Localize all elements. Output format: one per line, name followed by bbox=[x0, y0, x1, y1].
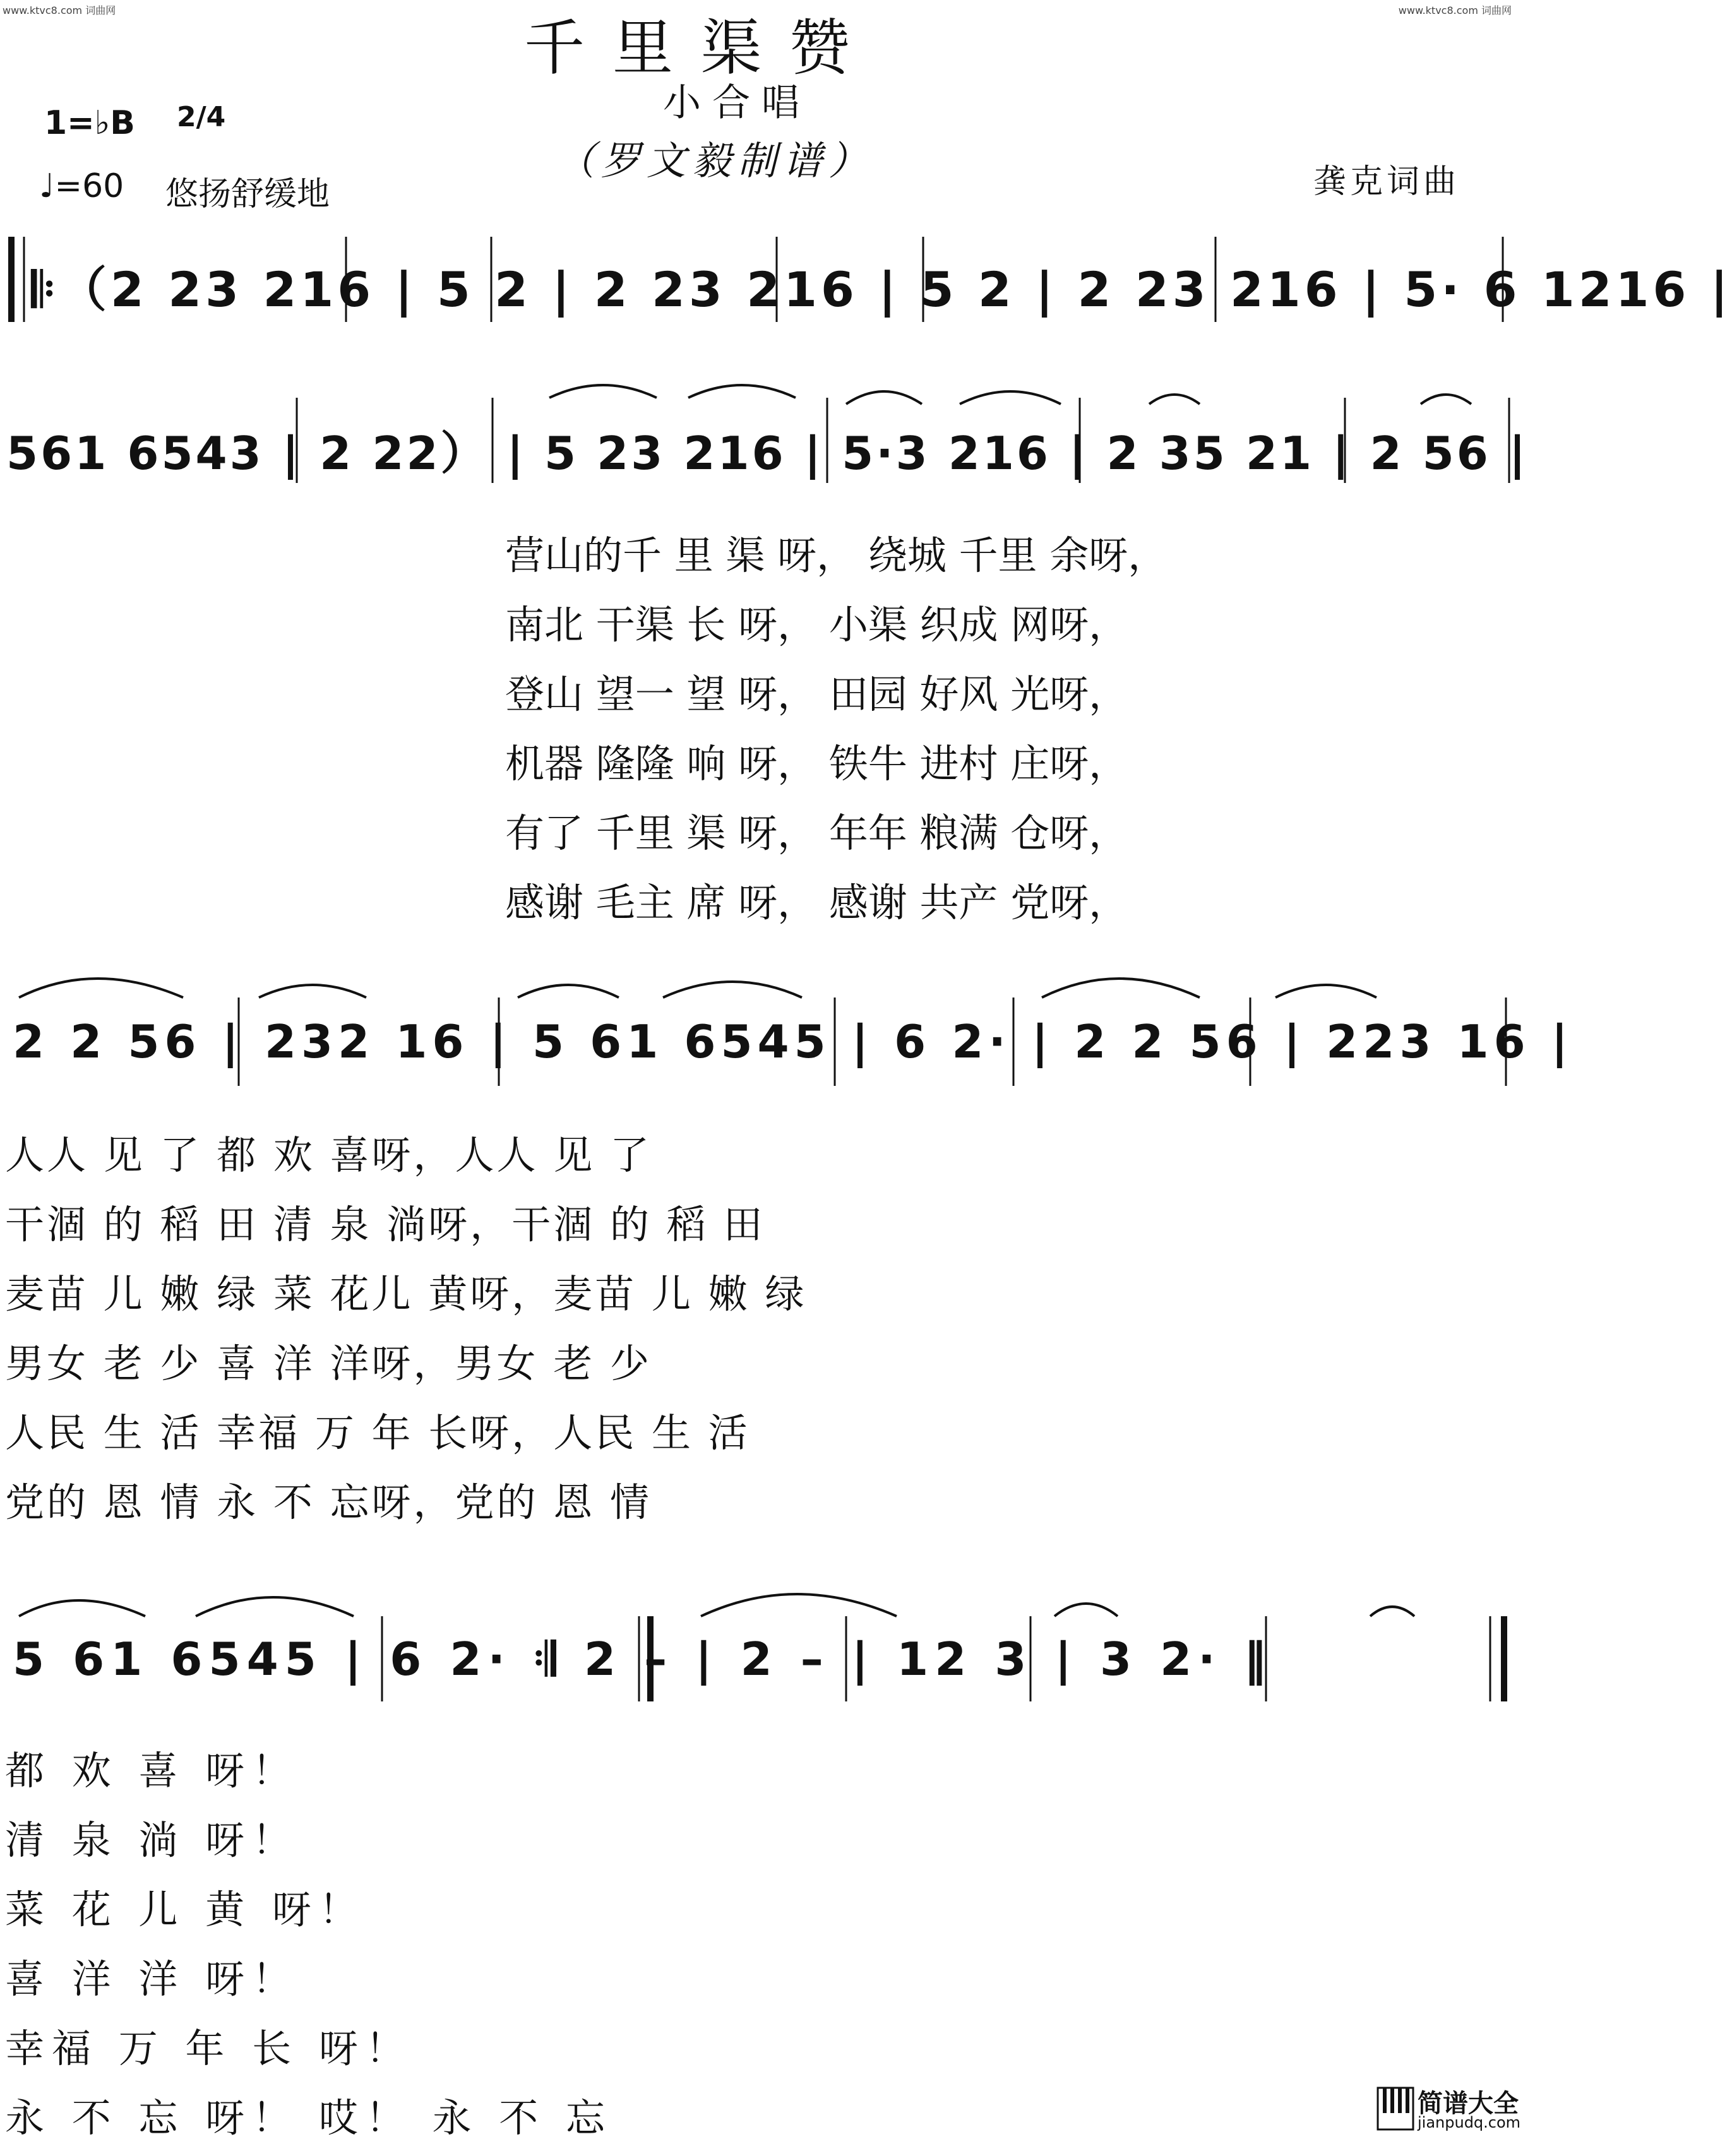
song-subtitle: 小合唱 bbox=[663, 81, 811, 125]
music-line-2 bbox=[0, 379, 1529, 505]
lyric-line: 营山的千 里 渠 呀， 绕城 千里 余呀， bbox=[505, 532, 1168, 578]
notation-text-line-1: 𝄆（2 23 216 | 5 2 | 2 23 216 | 5 2 | 2 23 216 | 5· 6 1216 | bbox=[32, 261, 1732, 318]
tempo-marking: ♩=60 bbox=[39, 167, 124, 205]
lyrics-block-2 bbox=[5, 1124, 806, 1540]
site-logo bbox=[1377, 2083, 1521, 2134]
lyric-line: 感谢 毛主 席 呀， 感谢 共产 党呀， bbox=[505, 879, 1128, 926]
key-signature: 1=♭B bbox=[44, 104, 135, 142]
lyrics-block-1 bbox=[505, 524, 1167, 941]
music-line-4 bbox=[0, 1585, 1515, 1711]
lyric-line: 有了 千里 渠 呀， 年年 粮满 仓呀， bbox=[505, 810, 1128, 856]
lyric-line: 都 欢 喜 呀！ bbox=[5, 1748, 299, 1794]
notation-text-line-4: 5 61 6545 | 6 2· 𝄇 2 – | 2 – | 12 3 | 3 2· ‖ bbox=[13, 1633, 1273, 1686]
lyric-line: 人民 生 活 幸福 万 年 长呀，人民 生 活 bbox=[5, 1410, 750, 1456]
lyric-line: 机器 隆隆 响 呀， 铁牛 进村 庄呀， bbox=[505, 741, 1128, 787]
lyric-line: 永 不 忘 呀！ 哎！ 永 不 忘 bbox=[5, 2095, 612, 2141]
lyric-line: 干涸 的 稻 田 清 泉 淌呀，干涸 的 稻 田 bbox=[5, 1201, 765, 1248]
music-line-1 bbox=[0, 234, 1732, 360]
piano-logo-icon bbox=[1377, 2087, 1414, 2131]
arranger-credit: （罗文毅制谱） bbox=[556, 138, 875, 184]
lyric-line: 清 泉 淌 呀！ bbox=[5, 1817, 299, 1863]
expression-marking: 悠扬舒缓地 bbox=[165, 176, 330, 213]
lyric-line: 男女 老 少 喜 洋 洋呀，男女 老 少 bbox=[5, 1340, 652, 1386]
lyrics-block-3 bbox=[5, 1739, 612, 2156]
logo-title: 简谱大全 bbox=[1418, 2089, 1519, 2118]
lyric-line: 幸福 万 年 长 呀！ bbox=[5, 2025, 412, 2071]
lyric-line: 人人 见 了 都 欢 喜呀，人人 见 了 bbox=[5, 1132, 652, 1178]
lyric-line: 党的 恩 情 永 不 忘呀，党的 恩 情 bbox=[5, 1479, 652, 1525]
lyric-line: 南北 干渠 长 呀， 小渠 织成 网呀， bbox=[505, 602, 1128, 648]
logo-url: jianpudq.com bbox=[1418, 2114, 1521, 2131]
lyric-line: 登山 望一 望 呀， 田园 好风 光呀， bbox=[505, 671, 1128, 717]
music-line-3 bbox=[0, 972, 1574, 1099]
lyric-line: 麦苗 儿 嫩 绿 菜 花儿 黄呀，麦苗 儿 嫩 绿 bbox=[5, 1271, 807, 1317]
time-signature: 2/4 bbox=[177, 101, 226, 133]
notation-text-line-2: 561 6543 | 2 22） | 5 23 216 | 5·3 216 | 2 35 21 | 2 56 | bbox=[6, 427, 1529, 480]
lyric-line: 喜 洋 洋 呀！ bbox=[5, 1956, 299, 2002]
lyric-line: 菜 花 儿 黄 呀！ bbox=[5, 1886, 366, 1933]
watermark-right: www.ktvc8.com 词曲网 bbox=[1398, 4, 1512, 16]
watermark-left: www.ktvc8.com 词曲网 bbox=[3, 4, 116, 16]
song-title: 千里渠赞 bbox=[524, 13, 878, 83]
notation-text-line-3: 2 2 56 | 232 16 | 5 61 6545 | 6 2· | 2 2 56 | 223 16 | bbox=[13, 1015, 1574, 1068]
composer-credit: 龚克词曲 bbox=[1313, 163, 1460, 201]
